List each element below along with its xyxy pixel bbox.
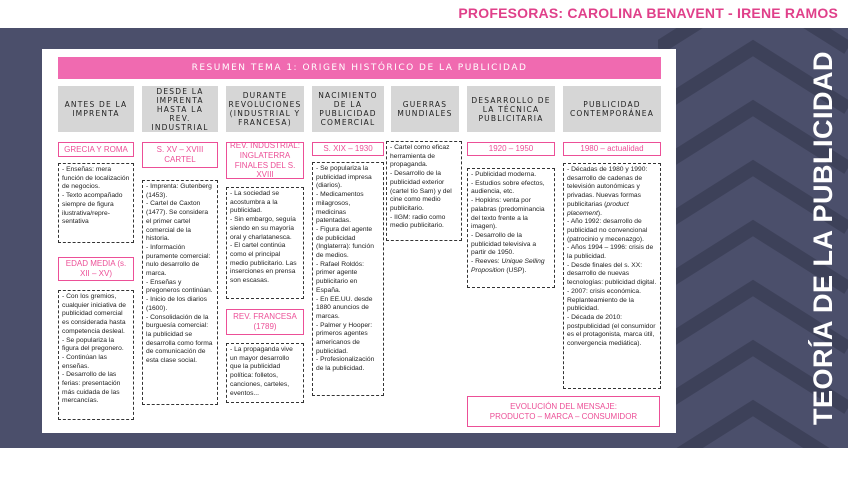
reeves-prefix: - Reeves: xyxy=(471,258,502,266)
heading-press-to-industrial: DESDE LA IMPRENTA HASTA LA REV. INDUSTRIAL xyxy=(142,86,218,132)
tag-greece-rome: GRECIA Y ROMA xyxy=(58,142,134,157)
note-line: - Información puramente comercial: nulo desarrollo de marca. xyxy=(146,243,211,278)
note-greece-rome xyxy=(58,163,134,243)
note-line: - Hopkins: venta por palabras (predominancia del texto frente a la imagen). xyxy=(471,197,545,231)
note-line: - Medicamentos milagrosos, medicinas patentadas. xyxy=(316,191,364,225)
tag-1980-today: 1980 – actualidad xyxy=(563,142,661,156)
evolution-title: EVOLUCIÓN DEL MENSAJE: xyxy=(510,401,617,411)
tag-xv-xviii-poster: S. XV – XVIII CARTEL xyxy=(142,142,218,168)
reeves-usp: Unique Selling Proposition xyxy=(471,258,545,274)
note-line: - Se populariza la publicidad impresa (diarios). xyxy=(316,165,372,190)
note-line: - Años 1994 – 1996: crisis de la publicidad. xyxy=(567,244,654,261)
note-line: - Texto acompañado siempre de figura ilustrativa/repre-sentativa xyxy=(62,192,123,226)
note-contemporary xyxy=(563,163,661,389)
heading-revolutions: DURANTE REVOLUCIONES (INDUSTRIAL Y FRANCESA) xyxy=(226,86,304,132)
heading-contemporary: PUBLICIDAD CONTEMPORÁNEA xyxy=(563,86,661,132)
note-line: - Desarrollo de las ferias: presentación más cuidada de las mercancías. xyxy=(62,371,121,405)
tag-middle-ages: EDAD MEDIA (s. XII – XV) xyxy=(58,257,134,281)
summary-title: RESUMEN TEMA 1: ORIGEN HISTÓRICO DE LA PUBLICIDAD xyxy=(58,57,661,79)
note-line xyxy=(567,166,657,218)
tag-french-revolution: REV. FRANCESA (1789) xyxy=(226,309,304,335)
top-bar xyxy=(0,0,848,28)
first-suffix: ). xyxy=(597,209,602,217)
note-line: - Sin embargo, seguía siendo en su mayoría oral y charlatanesca. xyxy=(230,216,296,241)
note-french-revolution xyxy=(226,343,304,403)
note-line: - Profesionalización de la publicidad. xyxy=(316,356,375,373)
note-line: - La sociedad se acostumbra a la publicidad. xyxy=(230,190,280,215)
note-line: - Desarrollo de la publicidad televisiva a partir de 1950. xyxy=(471,231,537,257)
side-title: TEORÍA DE LA PUBLICIDAD xyxy=(808,51,838,425)
note-press-to-industrial xyxy=(142,180,218,405)
note-line: - Con los gremios, cualquier iniciativa de publicidad comercial es considerada hasta competencia desleal. xyxy=(62,293,126,335)
heading-commercial-birth: NACIMIENTO DE LA PUBLICIDAD COMERCIAL xyxy=(312,86,384,132)
note-commercial-birth xyxy=(312,162,384,396)
heading-technique: DESARROLLO DE LA TÉCNICA PUBLICITARIA xyxy=(467,86,555,132)
note-line: - Cartel como eficaz herramienta de propaganda. xyxy=(390,144,450,169)
heading-world-wars: GUERRAS MUNDIALES xyxy=(391,86,459,132)
note-line: - Desarrollo de la publicidad exterior (cartel tío Sam) y del cine como medio publicitario. xyxy=(390,170,452,212)
note-line: - Figura del agente de publicidad (Inglaterra): función de medios. xyxy=(316,225,374,260)
note-industrial-revolution xyxy=(226,187,304,299)
note-line: - 2007: crisis económica. Replanteamiento de la publicidad. xyxy=(567,287,641,313)
first-prefix: - Décadas de 1980 y 1990: desarrollo de cadenas de televisión autonómicas y privadas. Nuevas formas publicitarias ( xyxy=(567,166,648,208)
note-line: - Año 1992: desarrollo de publicidad no convencional (patrocinio y mecenazgo). xyxy=(567,218,648,243)
tag-industrial-revolution: REV. INDUSTRIAL: INGLATERRA FINALES DEL S. XVIII xyxy=(226,142,304,179)
tag-1920-1950: 1920 – 1950 xyxy=(467,142,555,156)
note-technique xyxy=(467,168,555,288)
note-line: - En EE.UU. desde 1880 anuncios de marcas. xyxy=(316,295,373,320)
message-evolution xyxy=(467,396,660,427)
note-line xyxy=(471,258,551,275)
note-line: - Palmer y Hooper: primeros agentes americanos de publicidad. xyxy=(316,321,373,355)
tag-xix-1930: S. XIX – 1930 xyxy=(312,142,384,156)
note-line: - Consolidación de la burguesía comercial: la publicidad se desarrolla como forma de comunicación de esta clase social. xyxy=(146,313,213,365)
product-placement: product placement xyxy=(567,200,629,217)
note-line: - Imprenta: Gutenberg (1453). xyxy=(146,183,212,199)
evolution-sequence: PRODUCTO – MARCA – CONSUMIDOR xyxy=(489,411,638,421)
note-line: - Enseñas: mera función de localización de negocios. xyxy=(62,166,130,191)
note-line: - Continúan las enseñas. xyxy=(62,353,107,370)
note-line: - Desde finales del s. XX: desarrollo de nuevas tecnologías: publicidad digital. xyxy=(567,261,657,287)
reeves-suffix: (USP). xyxy=(504,266,527,274)
note-line: - Inicio de los diarios (1600). xyxy=(146,296,207,312)
note-line: - Rafael Roldós: primer agente publicitario en España. xyxy=(316,260,364,294)
note-line: - IIGM: radio como medio publicitario. xyxy=(390,213,446,230)
note-line: - El cartel continúa como el principal medio publicitario. Las inserciones en prensa son escasas. xyxy=(230,242,297,285)
note-line: - Se populariza la figura del pregonero. xyxy=(62,336,124,353)
heading-before-press: ANTES DE LA IMPRENTA xyxy=(58,86,134,132)
note-line: - Década de 2010: postpublicidad (el consumidor es el protagonista, marca útil, convergencia mediática). xyxy=(567,313,656,348)
note-line: - Publicidad moderna. xyxy=(471,171,537,178)
note-line: - Estudios sobre efectos, audiencia, etc. xyxy=(471,179,545,196)
note-line: - Cartel de Caxton (1477). Se considera el primer cartel comercial de la historia. xyxy=(146,200,209,243)
authors-title: PROFESORAS: CAROLINA BENAVENT - IRENE RAMOS xyxy=(458,5,838,21)
note-middle-ages xyxy=(58,290,134,420)
note-line: - La propaganda vive un mayor desarrollo que la publicidad política: folletos, canciones, carteles, eventos... xyxy=(230,346,293,397)
note-line: - Enseñas y pregoneros continúan. xyxy=(146,278,213,295)
note-world-wars xyxy=(386,141,462,241)
